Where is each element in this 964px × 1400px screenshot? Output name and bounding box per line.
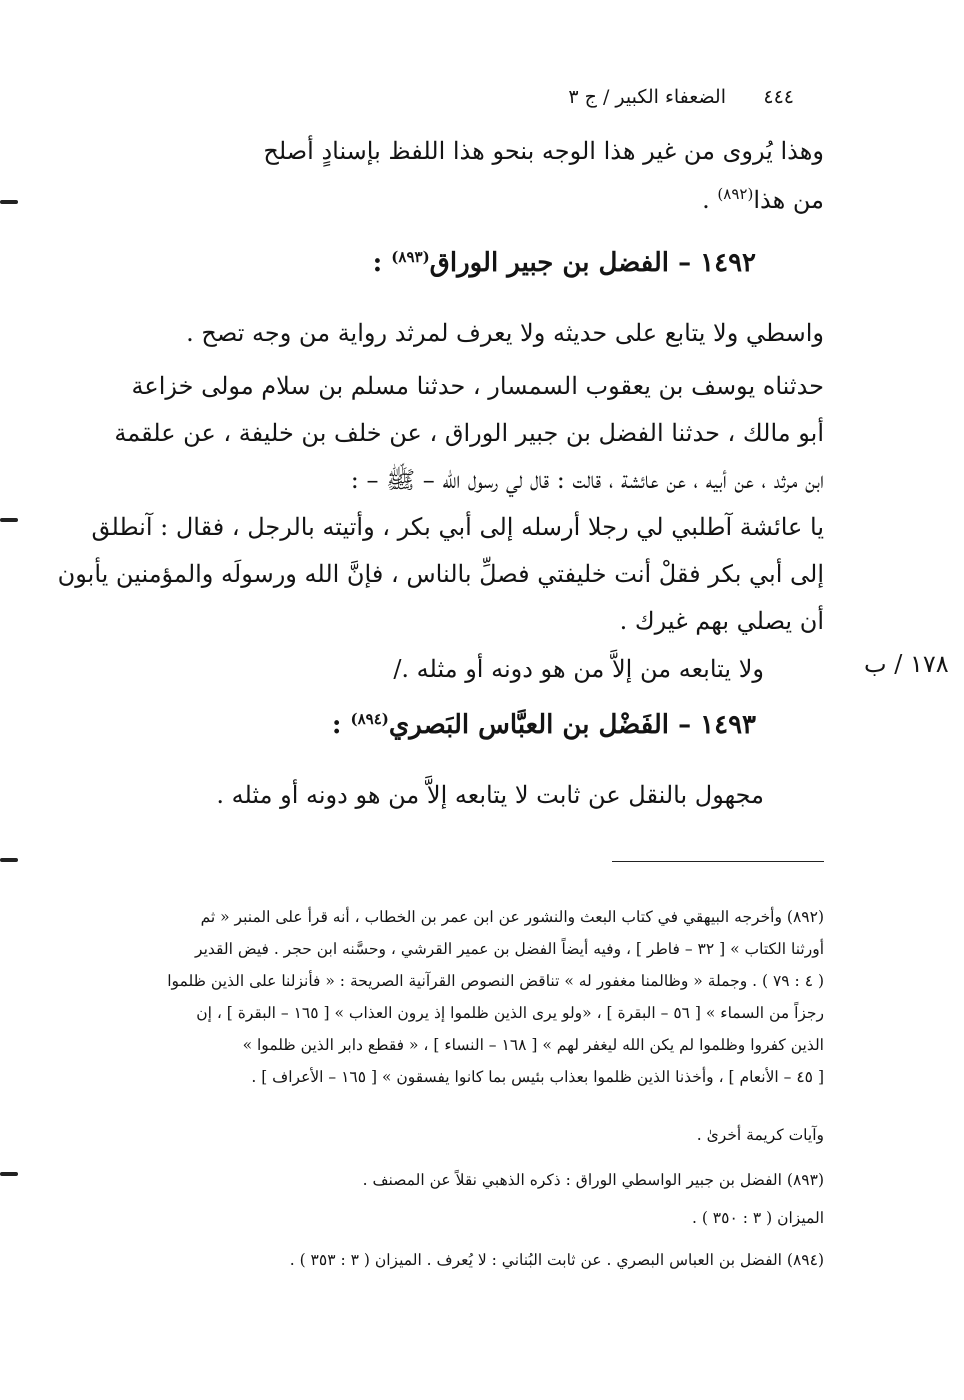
manuscript-folio-note: ١٧٨ / ب — [864, 650, 949, 678]
hadith-line: أن يصلي بهم غيرك . — [619, 607, 824, 635]
scan-edge-mark — [0, 1172, 18, 1176]
scan-edge-mark — [0, 200, 18, 204]
footnote-line: (٨٩٢) وأخرجه البيهقي في كتاب البعث والنشور عن ابن عمر بن الخطاب ، أنه قرأ على المنبر « ثم — [200, 908, 824, 926]
scan-edge-mark — [0, 858, 18, 862]
entry-colon: : — [372, 248, 392, 278]
entry-number: ١٤٩٣ — [700, 710, 756, 740]
footnote-separator — [612, 861, 824, 862]
footnote-line: أورثنا الكتاب » [ ٣٢ – فاطر ] ، وفيه أيضاً الفضل بن عمير القرشي ، وحسَّنه ابن حجر . فيض القدير — [195, 940, 824, 958]
intro-line-2-text: من هذا — [753, 186, 824, 214]
footnote-ref-894: (٨٩٤) — [350, 710, 389, 728]
page-number: ٤٤٤ — [763, 86, 794, 108]
entry-heading-1492 — [373, 248, 756, 278]
entry-description: مجهول بالنقل عن ثابت لا يتابعه إلاَّ من هو دونه أو مثله . — [216, 781, 764, 809]
entry-dash: – — [669, 248, 701, 278]
entry-heading-1493 — [332, 710, 756, 740]
hadith-line: ابن مرثد ، عن أبيه ، عن عائشة ، قالت : قال لي رسول الله – ﷺ – : — [350, 466, 824, 494]
footnote-line: الذين كفروا وظلموا لم يكن الله ليغفر لهم » [ ١٦٨ – النساء ] ، « فقطع دابر الذين ظلموا » — [242, 1036, 824, 1054]
intro-line-2 — [134, 171, 824, 224]
footnote-line: وآيات كريمة أخرىٰ . — [696, 1126, 824, 1144]
running-title: الضعفاء الكبير / ج ٣ — [568, 86, 726, 108]
footnote-line: ( ٤ : ٧٩ ) . وجملة « وظالمنا مغفور له » تناقض النصوص القرآنية الصريحة : « فأنزلنا على الذين ظلموا — [167, 972, 824, 990]
footnote-line: الميزان ( ٣ : ٣٥٠ ) . — [691, 1209, 824, 1227]
entry-number: ١٤٩٢ — [700, 248, 756, 278]
scan-edge-mark — [0, 518, 18, 522]
footnote-line: رجزاً من السماء » [ ٥٦ – البقرة ] ، «ولو يرى الذين ظلموا إذ يرون العذاب » [ ١٦٥ – البقرة ] ، إن — [196, 1004, 824, 1022]
entry-colon: : — [331, 710, 351, 740]
footnote-line: (٨٩٤) الفضل بن العباس البصري . عن ثابت البُناني : لا يُعرف . الميزان ( ٣ : ٣٥٣ ) . — [289, 1251, 824, 1269]
hadith-line: إلى أبي بكر فقلْ أنت خليفتي فصلِّ بالناس ، فإنَّ الله ورسولَه والمؤمنين يأبون — [57, 560, 824, 588]
intro-line-1: وهذا يُروى من غير هذا الوجه بنحو هذا اللفظ بإسنادٍ أصلح — [263, 137, 824, 165]
hadith-line: حدثناه يوسف بن يعقوب السمسار ، حدثنا مسلم بن سلام مولى خزاعة — [131, 372, 824, 400]
hadith-line: أبو مالك ، حدثنا الفضل بن جبير الوراق ، عن خلف بن خليفة ، عن علقمة — [114, 419, 824, 447]
footnote-ref-892: (٨٩٢) — [717, 185, 754, 203]
footnote-line: (٨٩٣) الفضل بن جبير الواسطي الوراق : ذكره الذهبي نقلاً عن المصنف . — [362, 1171, 824, 1189]
entry-description: واسطي ولا يتابع على حديثه ولا يعرف لمرثد رواية من وجه تصح . — [186, 319, 824, 347]
entry-dash: – — [669, 710, 701, 740]
footnote-ref-893: (٨٩٣) — [391, 248, 430, 266]
entry-name: الفَضْل بن العبَّاس البَصري — [388, 710, 670, 740]
intro-line-2-end: . — [702, 186, 718, 214]
footnote-line: [ ٤٥ – الأنعام ] ، وأخذنا الذين ظلموا بعذاب بئيس بما كانوا يفسقون » [ ١٦٥ – الأعراف ] . — [251, 1068, 824, 1086]
hadith-line: يا عائشة آطلبي لي رجلا أرسله إلى أبي بكر ، وأتيته بالرجل ، فقال : آنطلق — [91, 513, 824, 541]
entry-name: الفضل بن جبير الوراق — [429, 248, 670, 278]
entry-closing: ولا يتابعه من إلاَّ من هو دونه أو مثله ./ — [393, 655, 764, 683]
